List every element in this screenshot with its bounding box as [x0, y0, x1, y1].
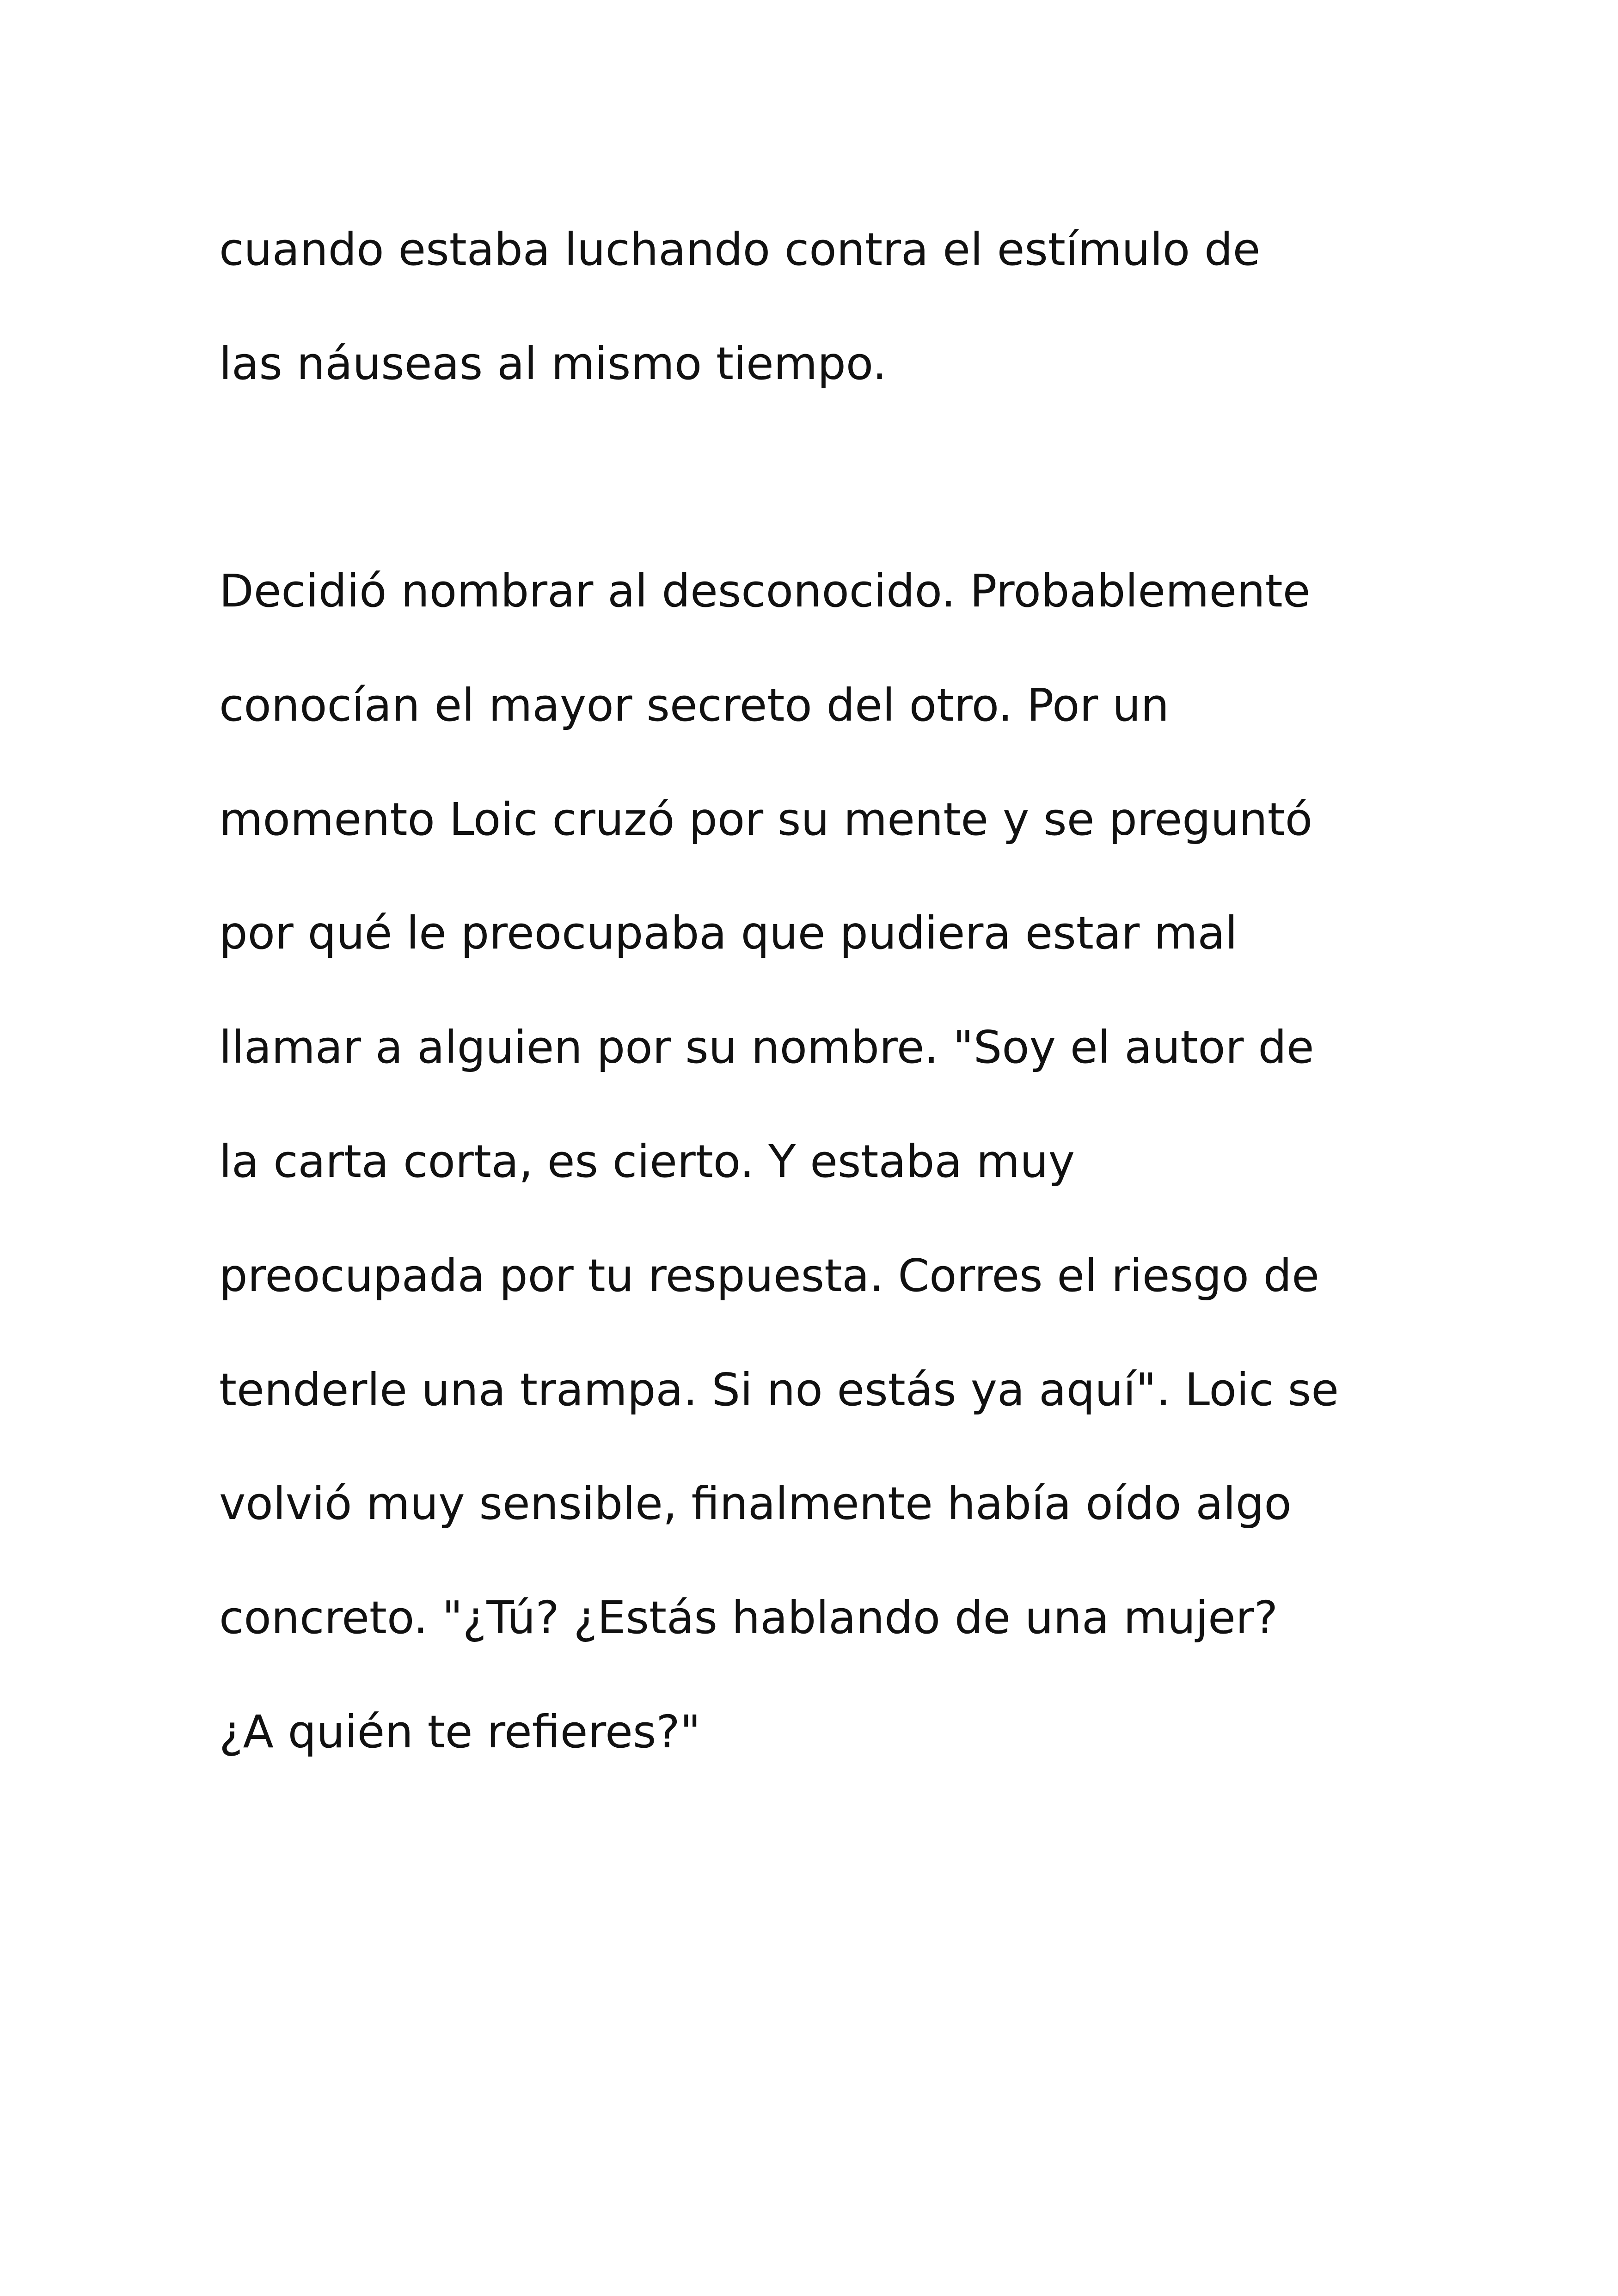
text-line: momento Loic cruzó por su mente y se preguntó [219, 793, 1313, 845]
text-line: llamar a alguien por su nombre. "Soy el autor de [219, 1021, 1314, 1073]
text-line: ¿A quién te refieres?" [219, 1706, 701, 1758]
text-line: preocupada por tu respuesta. Corres el riesgo de [219, 1249, 1319, 1302]
text-line: conocían el mayor secreto del otro. Por un [219, 679, 1170, 731]
text-line: concreto. "¿Tú? ¿Estás hablando de una mujer? [219, 1592, 1278, 1644]
text-line: Decidió nombrar al desconocido. Probablemente [219, 565, 1311, 617]
text-line: las náuseas al mismo tiempo. [219, 337, 887, 390]
text-line: cuando estaba luchando contra el estímulo de [219, 223, 1261, 276]
text-line: la carta corta, es cierto. Y estaba muy [219, 1135, 1075, 1188]
text-line: volvió muy sensible, finalmente había oído algo [219, 1477, 1292, 1530]
text-line: por qué le preocupaba que pudiera estar mal [219, 907, 1238, 959]
text-line: tenderle una trampa. Si no estás ya aquí". Loic se [219, 1364, 1339, 1416]
